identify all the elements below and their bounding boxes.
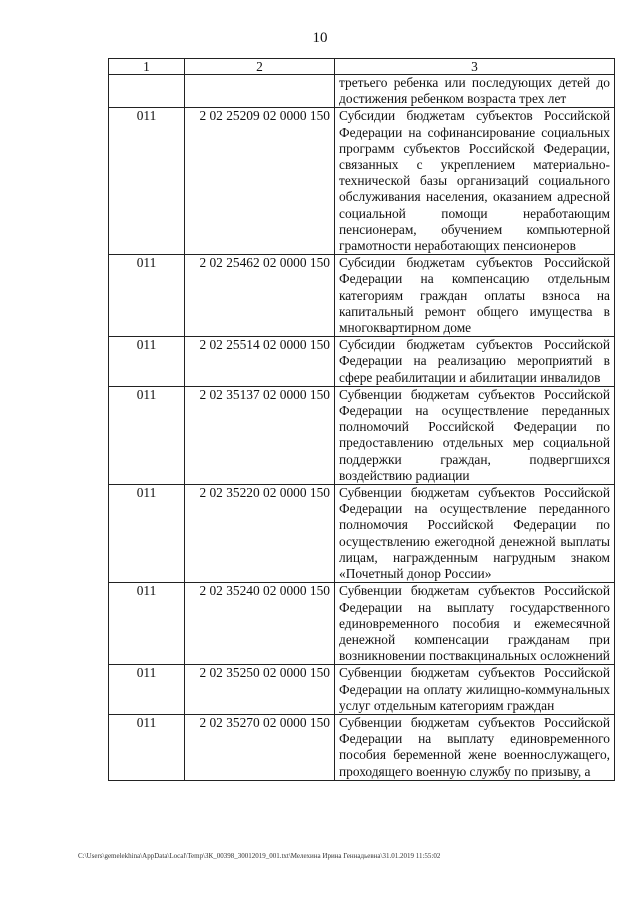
table-row xyxy=(109,485,615,583)
table-cell-admin: 011 xyxy=(109,108,185,255)
table-row xyxy=(109,583,615,665)
table-cell-code: 2 02 25209 02 0000 150 xyxy=(185,108,335,255)
table-cell-code: 2 02 35250 02 0000 150 xyxy=(185,665,335,715)
column-header-1: 1 xyxy=(109,59,185,75)
table-row xyxy=(109,714,615,780)
table-cell-description: Субвенции бюджетам субъектов Российской Федерации на оплату жилищно-коммунальных услуг отдельным категориям граждан xyxy=(335,665,615,715)
table-header-row xyxy=(109,59,615,75)
table-row xyxy=(109,108,615,255)
table-row xyxy=(109,337,615,387)
table-cell-code: 2 02 25462 02 0000 150 xyxy=(185,255,335,337)
table-cell-description: Субсидии бюджетам субъектов Российской Федерации на компенсацию отдельным категориям граждан оплаты взноса на капитальный ремонт общего имущества в многоквартирном доме xyxy=(335,255,615,337)
table-cell-admin: 011 xyxy=(109,255,185,337)
budget-codes-table xyxy=(108,58,615,781)
table-cell-admin: 011 xyxy=(109,665,185,715)
table-cell-description: Субвенции бюджетам субъектов Российской Федерации на выплату единовременного пособия беременной жене военнослужащего, проходящего военную службу по призыву, а xyxy=(335,714,615,780)
table-cell-admin: 011 xyxy=(109,583,185,665)
table-row xyxy=(109,386,615,484)
column-header-2: 2 xyxy=(185,59,335,75)
table-cell-description: Субвенции бюджетам субъектов Российской Федерации на осуществление переданного полномочия Российской Федерации по осуществлению ежегодной денежной выплаты лицам, награжденным нагрудным знаком «Почетный донор России» xyxy=(335,485,615,583)
page-number: 10 xyxy=(312,30,328,46)
table-cell-code: 2 02 35270 02 0000 150 xyxy=(185,714,335,780)
table-cell-code: 2 02 25514 02 0000 150 xyxy=(185,337,335,387)
table-cell-description: Субвенции бюджетам субъектов Российской Федерации на осуществление переданных полномочий Российской Федерации по предоставлению отдельных мер социальной поддержки граждан, подвергшихся воздействию радиации xyxy=(335,386,615,484)
table-cell-admin: 011 xyxy=(109,337,185,387)
table-cell-code xyxy=(185,75,335,108)
table-row xyxy=(109,255,615,337)
table-cell-admin: 011 xyxy=(109,485,185,583)
table-cell-code: 2 02 35240 02 0000 150 xyxy=(185,583,335,665)
table-cell-admin: 011 xyxy=(109,386,185,484)
table-cell-code: 2 02 35220 02 0000 150 xyxy=(185,485,335,583)
table-cell-description: Субсидии бюджетам субъектов Российской Федерации на реализацию мероприятий в сфере реабилитации и абилитации инвалидов xyxy=(335,337,615,387)
table-cell-code: 2 02 35137 02 0000 150 xyxy=(185,386,335,484)
table-cell-admin xyxy=(109,75,185,108)
table-cell-description: третьего ребенка или последующих детей до достижения ребенком возраста трех лет xyxy=(335,75,615,108)
table-row-continuation xyxy=(109,75,615,108)
column-header-3: 3 xyxy=(335,59,615,75)
table-row xyxy=(109,665,615,715)
table-cell-admin: 011 xyxy=(109,714,185,780)
table-cell-description: Субсидии бюджетам субъектов Российской Федерации на софинансирование социальных программ субъектов Российской Федерации, связанных с укреплением материально-технической базы организаций социального обслуживания населения, оказанием адресной социальной помощи неработающим пенсионерам, обучением компьютерной грамотности неработающих пенсионеров xyxy=(335,108,615,255)
document-footer-path: C:\Users\gemelekhina\AppData\Local\Temp\ЗК_00398_30012019_001.txt\Мелехина Ирина Геннадьевна\31.01.2019 11:55:02 xyxy=(78,852,441,860)
table-cell-description: Субвенции бюджетам субъектов Российской Федерации на выплату государственного единовременного пособия и ежемесячной денежной компенсации гражданам при возникновении поствакцинальных осложнений xyxy=(335,583,615,665)
